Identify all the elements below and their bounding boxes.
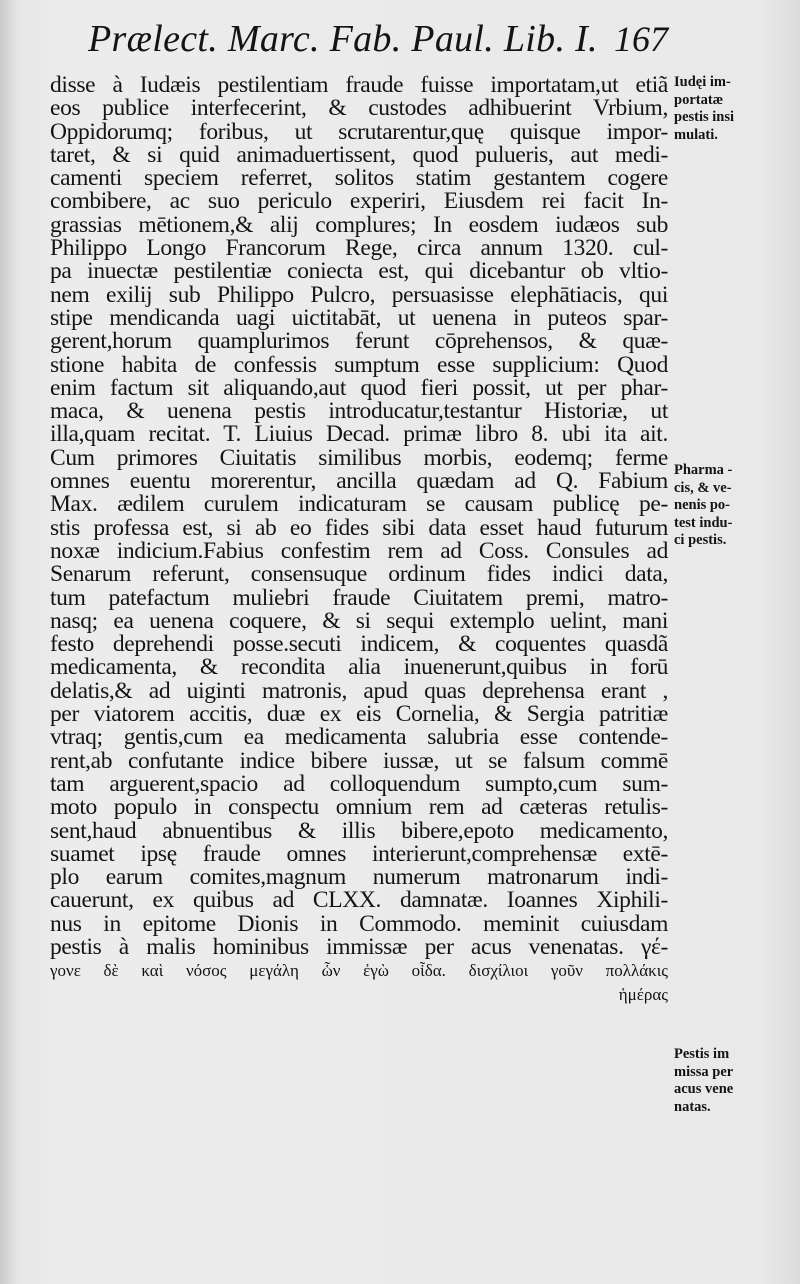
text-line: nem exilij sub Philippo Pulcro, persuasisse elephātiacis, qui	[50, 281, 668, 308]
text-line: Senarum referunt, consensuque ordinum fides indici data,	[50, 561, 668, 588]
page-header	[88, 14, 668, 64]
text-line: Cum primores Ciuitatis similibus morbis, eodemq; ferme	[50, 444, 668, 471]
text-line: omnes euentu morerentur, ancilla quædam ad Q. Fabium	[50, 468, 668, 495]
text-line: suamet ipsę fraude omnes interierunt,comprehensæ extē-	[50, 840, 668, 867]
text-line: rent,ab confutante indice bibere iussæ, ut se falsum commē	[50, 747, 668, 774]
margin-note-iudaei	[674, 74, 788, 144]
margin-note-line: portatæ	[674, 91, 724, 108]
page-number: 167	[614, 19, 668, 59]
text-line: sent,haud abnuentibus & illis bibere,epoto medicamento,	[50, 817, 668, 844]
text-line: pestis à malis hominibus immissæ per acus venenatas. γέ-	[50, 933, 668, 960]
text-line-greek-end: ἡμέρας	[618, 984, 668, 1004]
text-line: grassias mētionem,& alij complures; In eosdem iudæos sub	[50, 211, 668, 238]
text-line: stione habita de confessis sumptum esse supplicium: Quod	[50, 351, 668, 378]
text-line: Oppidorumq; foribus, ut scrutarentur,quę quisque impor-	[50, 118, 668, 145]
text-line-greek: γονε δὲ καὶ νόσος μεγάλη ὧν ἐγὼ οἶδα. δισχίλιοι γοῦν πολλάκις	[50, 961, 668, 981]
margin-note-line: Pharma -	[674, 462, 733, 478]
text-line: nasq; ea uenena coquere, & si sequi extemplo uelint, mani	[50, 607, 668, 634]
text-line: pa inuectæ pestilentiæ coniecta est, qui dicebantur ob vltio-	[50, 258, 668, 285]
text-line: taret, & si quid animaduertissent, quod pulueris, aut medi-	[50, 141, 668, 168]
margin-note-line: mulati.	[674, 126, 718, 143]
text-line: Philippo Longo Francorum Rege, circa annum 1320. cul-	[50, 235, 668, 262]
text-line: per viatorem accitis, duæ ex eis Cornelia, & Sergia patritiæ	[50, 701, 668, 728]
text-line: nus in epitome Dionis in Commodo. meminit cuiusdam	[50, 910, 668, 937]
margin-note-line: Pestis im	[674, 1046, 730, 1062]
main-text-block	[50, 74, 668, 1006]
text-line: maca, & uenena pestis introducatur,testantur Historiæ, ut	[50, 398, 668, 425]
margin-note-line: missa per	[674, 1063, 734, 1080]
text-line: illa,quam recitat. T. Liuius Decad. primæ libro 8. ubi ita ait.	[50, 421, 668, 448]
text-line: moto populo in conspectu omnium rem ad cæteras retulis-	[50, 794, 668, 821]
margin-note-line: pestis insi	[674, 109, 735, 125]
margin-note-pharmacis	[674, 462, 788, 550]
text-line: stis professa est, si ab eo fides sibi data esset haud futurum	[50, 514, 668, 541]
margin-note-pestis-acus	[674, 1046, 788, 1116]
text-line: medicamenta, & recondita alia inuenerunt,quibus in forū	[50, 654, 668, 681]
text-line: Max. ædilem curulem indicaturam se causam publicę pe-	[50, 491, 668, 518]
text-line: plo earum comites,magnum numerum matronarum indi-	[50, 864, 668, 891]
text-line: stipe mendicanda uagi uictitabāt, ut uenena in puteos spar-	[50, 304, 668, 331]
text-line: festo deprehendi posse.secuti indicem, & coquentes quasdã	[50, 631, 668, 658]
margin-note-line: acus vene	[674, 1081, 734, 1097]
text-line: noxæ indicium.Fabius confestim rem ad Coss. Consules ad	[50, 537, 668, 564]
text-line: eos publice interfecerint, & custodes adhibuerint Vrbium,	[50, 95, 668, 122]
text-line: disse à Iudæis pestilentiam fraude fuisse importatam,ut etiã	[50, 72, 668, 98]
margin-note-line: test indu-	[674, 514, 733, 531]
margin-note-line: Iudęi im-	[674, 74, 731, 90]
text-line: tum patefactum muliebri fraude Ciuitatem premi, matro-	[50, 584, 668, 611]
text-line: gerent,horum quamplurimos ferunt cōprehensos, & quæ-	[50, 328, 668, 355]
margin-note-line: nenis po-	[674, 497, 731, 513]
text-line: camenti speciem referret, solitos statim gestantem cogere	[50, 165, 668, 192]
margin-note-line: cis, & ve-	[674, 479, 732, 496]
text-line: tam arguerent,spacio ad colloquendum sumpto,cum sum-	[50, 770, 668, 797]
text-line: delatis,& ad uiginti matronis, apud quas deprehensa erant ,	[50, 677, 668, 704]
text-line: cauerunt, ex quibus ad CLXX. damnatæ. Ioannes Xiphili-	[50, 887, 668, 914]
margin-note-line: ci pestis.	[674, 532, 727, 548]
text-line: vtraq; gentis,cum ea medicamenta salubria esse contende-	[50, 724, 668, 751]
text-line: enim factum sit aliquando,aut quod fieri possit, ut per phar-	[50, 374, 668, 401]
running-title: Prælect. Marc. Fab. Paul. Lib. I.	[88, 18, 598, 60]
text-line: combibere, ac suo periculo experiri, Eiusdem rei facit In-	[50, 188, 668, 215]
margin-note-line: natas.	[674, 1098, 711, 1115]
